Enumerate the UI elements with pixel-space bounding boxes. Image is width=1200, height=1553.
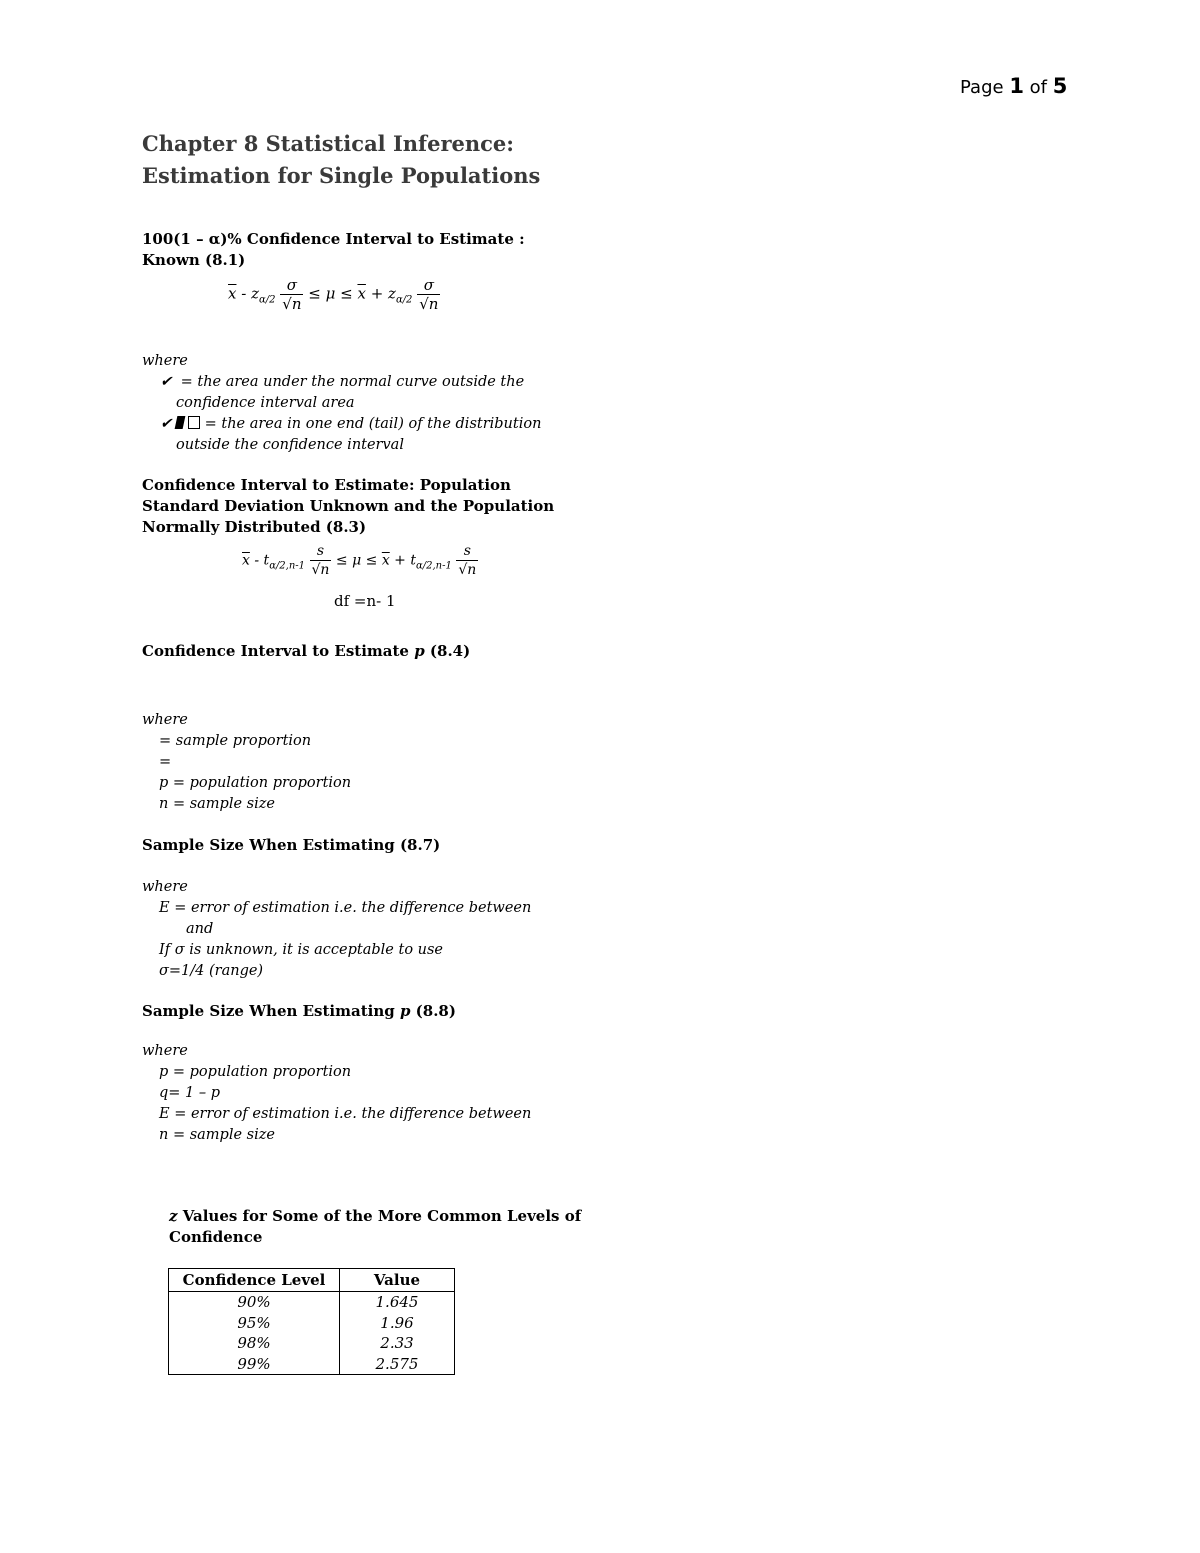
page-label: Page	[960, 77, 1004, 98]
numerator: σ	[423, 276, 434, 294]
placeholder-glyph-icon	[175, 416, 186, 429]
z-table-caption	[169, 1206, 581, 1248]
definition-text: n = sample size	[159, 796, 275, 812]
t-symbol: t	[410, 552, 417, 569]
heading-line: Standard Deviation Unknown and the Population	[142, 497, 555, 515]
z-values-table	[168, 1268, 455, 1375]
section-sample-size-mean-heading: Sample Size When Estimating (8.7)	[142, 836, 441, 854]
formula-ci-known-sigma	[228, 276, 440, 313]
heading-text: (8.8)	[410, 1002, 456, 1020]
n-symbol: n	[291, 295, 302, 313]
table-header-row	[169, 1269, 455, 1292]
definition-text: = sample proportion	[159, 733, 312, 749]
formula-ci-unknown-sigma	[242, 542, 478, 579]
page-current: 1	[1009, 74, 1024, 98]
definition-text: If σ is unknown, it is acceptable to use	[159, 942, 444, 958]
where-label: where	[142, 879, 188, 895]
definition-text: and	[186, 921, 214, 937]
box-glyph-icon	[188, 416, 200, 429]
sqrt-symbol: √	[458, 562, 468, 578]
section-4-where	[142, 877, 531, 982]
table-row	[169, 1333, 455, 1354]
check-icon: ✔	[160, 416, 173, 432]
z-symbol: z	[388, 284, 396, 303]
caption-variable: z	[169, 1207, 178, 1225]
definition-text: = the area under the normal curve outside the	[176, 374, 525, 390]
section-ci-proportion-heading	[142, 641, 470, 662]
table-cell: 1.645	[340, 1292, 455, 1313]
numerator: s	[463, 543, 471, 559]
table-cell: 2.575	[340, 1354, 455, 1375]
where-label: where	[142, 353, 188, 369]
definition-text: p = population proportion	[159, 1064, 352, 1080]
xbar-symbol: $\overline{x}$	[242, 552, 250, 569]
column-header-value: Value	[340, 1269, 455, 1292]
definition-text: E = error of estimation i.e. the difference between	[159, 900, 532, 916]
t-subscript: α/2,n-1	[416, 560, 452, 572]
denominator	[280, 294, 303, 313]
degrees-of-freedom: df =n- 1	[334, 592, 396, 610]
t-symbol: t	[263, 552, 270, 569]
xbar-symbol: $\overline{x}$	[228, 284, 237, 303]
sqrt-symbol: √	[282, 295, 292, 313]
definition-text: n = sample size	[159, 1127, 275, 1143]
sqrt-symbol: √	[311, 562, 321, 578]
table-cell: 95%	[169, 1313, 340, 1334]
section-1-where	[142, 351, 541, 456]
xbar-symbol: $\overline{x}$	[357, 284, 366, 303]
section-sample-size-proportion-heading	[142, 1001, 456, 1022]
definition-text: p = population proportion	[159, 775, 352, 791]
definition-text: =	[159, 754, 172, 770]
definition-text: outside the confidence interval	[176, 437, 404, 453]
denominator	[456, 560, 478, 579]
definition-text: E = error of estimation i.e. the difference between	[159, 1106, 532, 1122]
table-cell: 99%	[169, 1354, 340, 1375]
z-symbol: z	[251, 284, 259, 303]
table-cell: 98%	[169, 1333, 340, 1354]
heading-line: 100(1 – α)% Confidence Interval to Estimate :	[142, 230, 525, 248]
page-of: of	[1029, 77, 1048, 98]
definition-text: confidence interval area	[176, 395, 355, 411]
heading-line: Confidence Interval to Estimate: Population	[142, 476, 511, 494]
inequality-middle: ≤ μ ≤	[331, 552, 382, 569]
title-line-2: Estimation for Single Populations	[142, 163, 541, 188]
table-cell: 1.96	[340, 1313, 455, 1334]
definition-text: σ=1/4 (range)	[159, 963, 264, 979]
heading-line: Known (8.1)	[142, 251, 246, 269]
sigma-over-sqrt-n	[417, 276, 440, 313]
xbar-symbol: $\overline{x}$	[381, 552, 390, 569]
heading-line: Normally Distributed (8.3)	[142, 518, 367, 536]
s-over-sqrt-n	[310, 542, 332, 579]
table-row	[169, 1313, 455, 1334]
caption-text: Values for Some of the More Common Levels of	[177, 1207, 582, 1225]
heading-text: Confidence Interval to Estimate	[142, 642, 415, 660]
heading-text: (8.4)	[424, 642, 471, 660]
minus-sign: -	[236, 284, 252, 303]
section-ci-unknown-sigma-heading	[142, 475, 554, 538]
section-ci-known-sigma-heading	[142, 229, 525, 271]
heading-variable: p	[414, 642, 425, 660]
definition-text: q= 1 – p	[159, 1085, 221, 1101]
definition-alpha	[142, 372, 541, 393]
section-3-where	[142, 710, 351, 815]
inequality-middle: ≤ μ ≤	[303, 284, 358, 303]
where-label: where	[142, 712, 188, 728]
section-5-where	[142, 1041, 531, 1146]
plus-sign: +	[365, 284, 389, 303]
numerator: s	[316, 543, 325, 559]
plus-sign: +	[389, 552, 411, 569]
definition-text: = the area in one end (tail) of the distribution	[200, 416, 542, 432]
table-row	[169, 1292, 455, 1313]
sqrt-symbol: √	[419, 295, 429, 313]
minus-sign: -	[249, 552, 264, 569]
z-subscript: α/2	[258, 294, 276, 306]
definition-alpha-half	[142, 414, 541, 435]
table-cell: 2.33	[340, 1333, 455, 1354]
check-icon: ✔	[160, 374, 173, 390]
sigma-over-sqrt-n	[280, 276, 303, 313]
page-title	[142, 128, 540, 192]
heading-variable: p	[399, 1002, 411, 1020]
denominator	[310, 560, 332, 579]
column-header-confidence-level: Confidence Level	[169, 1269, 340, 1292]
z-subscript: α/2	[395, 294, 413, 306]
t-subscript: α/2,n-1	[269, 560, 306, 572]
n-symbol: n	[467, 562, 477, 578]
table-cell: 90%	[169, 1292, 340, 1313]
title-line-1: Chapter 8 Statistical Inference:	[142, 131, 515, 156]
page-number	[960, 74, 1067, 98]
s-over-sqrt-n	[456, 542, 478, 579]
numerator: σ	[286, 276, 297, 294]
page-total: 5	[1052, 74, 1068, 98]
denominator	[417, 294, 440, 313]
caption-text: Confidence	[169, 1228, 263, 1246]
heading-text: Sample Size When Estimating	[142, 1002, 400, 1020]
where-label: where	[142, 1043, 188, 1059]
table-row	[169, 1354, 455, 1375]
n-symbol: n	[320, 562, 330, 578]
n-symbol: n	[428, 295, 439, 313]
